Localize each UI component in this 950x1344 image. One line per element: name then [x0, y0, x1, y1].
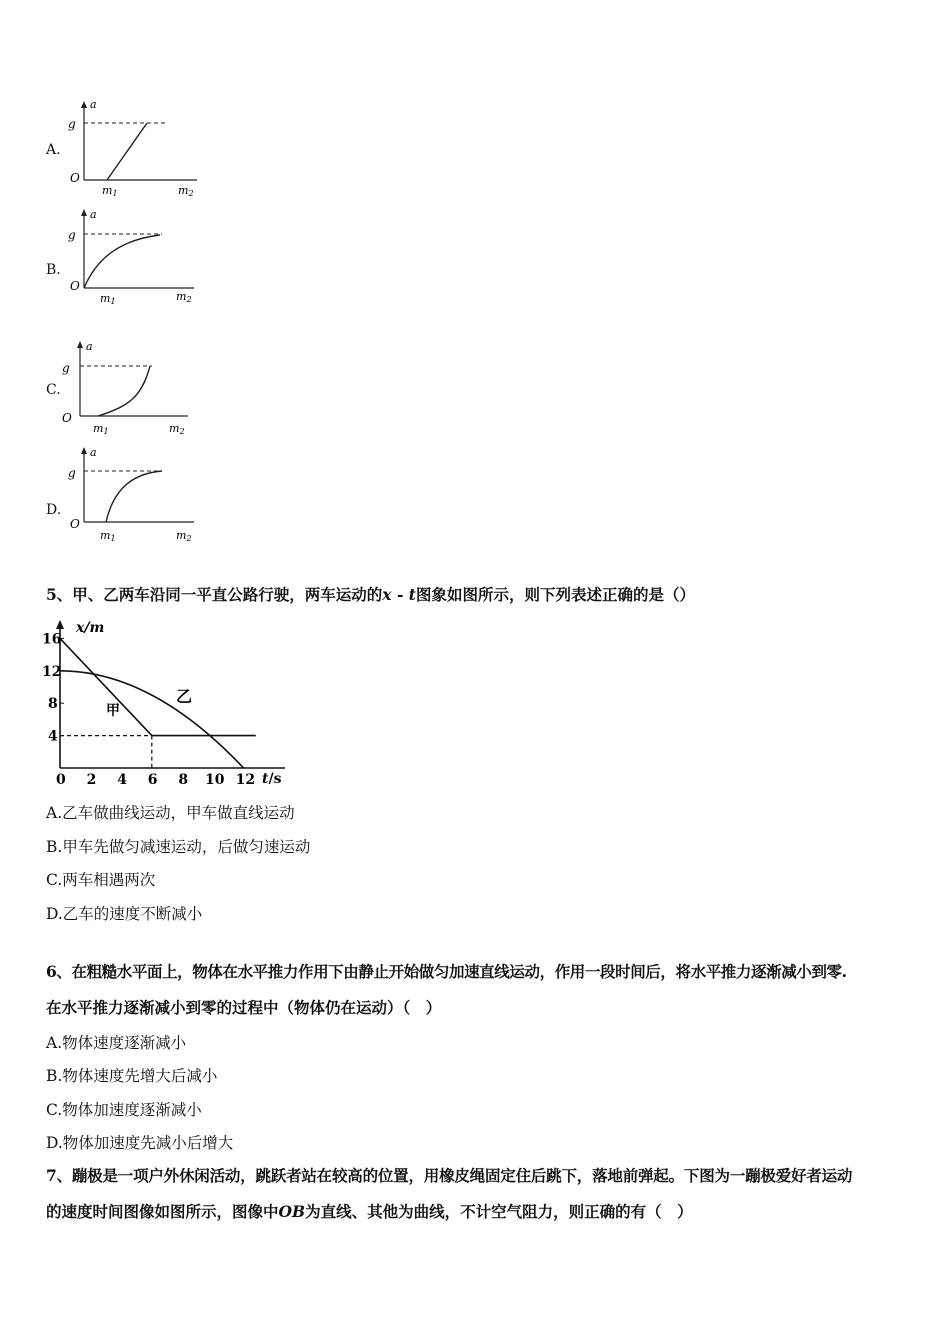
curve: [107, 123, 147, 180]
m2-label: m2: [176, 290, 192, 304]
g-label: g: [68, 466, 76, 480]
curve: [106, 471, 162, 522]
xt-x-tick-labels: [56, 772, 255, 788]
q5-dash: -: [391, 585, 409, 604]
y-tick-label: 12: [42, 663, 62, 680]
q7-stem-line1: 7、蹦极是一项户外休闲活动，跳跃者站在较高的位置，用橡皮绳固定住后跳下，落地前弹起。下图为一蹦极爱好者运动: [46, 1166, 853, 1185]
xt-y-arrow-icon: [56, 620, 64, 629]
a-label: a: [86, 340, 93, 353]
xt-chart: [40, 618, 290, 790]
m2-label: m2: [178, 184, 194, 196]
y-axis-arrow-icon: [77, 341, 83, 348]
x-tick-label: 0: [56, 772, 66, 788]
q6-option-c[interactable]: C.物体加速度逐渐减小: [46, 1101, 202, 1119]
graph-a: [62, 96, 202, 196]
xt-y-axis-label: x/m: [76, 620, 105, 636]
a-label: a: [90, 98, 97, 111]
m1-label: m1: [100, 292, 116, 304]
y-tick-label: 8: [48, 696, 58, 713]
xt-x-axis-label: t/s: [262, 771, 282, 787]
q6-option-a[interactable]: A.物体速度逐渐减小: [46, 1034, 187, 1052]
a-label: a: [90, 208, 97, 221]
q7-line2-after: 为直线、其他为曲线，不计空气阻力，则正确的有（ ）: [305, 1202, 693, 1221]
option-a-label: A.: [46, 142, 61, 158]
q5-var-t: t: [408, 585, 416, 604]
q6-option-b[interactable]: B.物体速度先增大后减小: [46, 1067, 218, 1085]
graph-d: [62, 444, 202, 544]
g-label: g: [68, 117, 76, 131]
m2-label: m2: [169, 422, 185, 436]
q6-stem-line2: 在水平推力逐渐减小到零的过程中（物体仍在运动）（ ）: [46, 998, 442, 1017]
option-c-label: C.: [46, 382, 61, 398]
g-label: g: [68, 228, 76, 242]
a-label: a: [90, 446, 97, 459]
y-axis-arrow-icon: [81, 447, 87, 454]
g-label: g: [62, 361, 70, 375]
x-tick-label: 8: [178, 772, 189, 788]
q5-option-d[interactable]: D.乙车的速度不断减小: [46, 905, 203, 923]
x-tick-label: 10: [205, 772, 225, 788]
m2-label: m2: [176, 529, 192, 543]
q5-option-b[interactable]: B.甲车先做匀减速运动，后做匀速运动: [46, 838, 311, 856]
label-yi: 乙: [176, 687, 193, 706]
origin-label: O: [70, 279, 80, 293]
x-tick-label: 6: [147, 772, 158, 788]
q5-stem: [46, 583, 695, 605]
q5-stem-after: 图象如图所示，则下列表述正确的是（）: [415, 585, 695, 604]
origin-label: O: [70, 171, 80, 185]
q5-option-a[interactable]: A.乙车做曲线运动，甲车做直线运动: [46, 804, 295, 822]
series-jia-line: [60, 638, 256, 735]
y-axis-arrow-icon: [81, 209, 87, 216]
y-tick-label: 4: [48, 728, 58, 745]
q7-line2-before: 的速度时间图像如图所示，图像中: [46, 1202, 279, 1221]
y-tick-label: 16: [42, 631, 62, 648]
q7-stem-line2: [46, 1200, 693, 1222]
option-b-label: B.: [46, 262, 61, 278]
graph-c: [58, 338, 198, 438]
x-tick-label: 4: [117, 772, 127, 788]
curve: [84, 235, 160, 288]
q6-stem-line1: 6、在粗糙水平面上，物体在水平推力作用下由静止开始做匀加速直线运动，作用一段时间后，将水平推力逐渐减小到零.: [46, 962, 847, 981]
graph-b: [62, 204, 202, 304]
y-axis-arrow-icon: [81, 101, 87, 108]
option-d-label: D.: [46, 502, 62, 518]
x-tick-label: 2: [86, 772, 97, 788]
q5-stem-before: 5、甲、乙两车沿同一平直公路行驶，两车运动的: [46, 585, 383, 604]
m1-label: m1: [93, 422, 109, 436]
origin-label: O: [70, 517, 80, 531]
curve: [98, 366, 150, 416]
q6-option-d[interactable]: D.物体加速度先减小后增大: [46, 1134, 234, 1152]
xt-y-tick-labels: [42, 631, 61, 744]
q5-option-c[interactable]: C.两车相遇两次: [46, 871, 156, 889]
m1-label: m1: [102, 184, 118, 196]
m1-label: m1: [100, 529, 116, 543]
q5-var-x: x: [382, 585, 392, 604]
label-jia: 甲: [106, 703, 120, 719]
origin-label: O: [62, 411, 72, 425]
x-tick-label: 12: [235, 772, 256, 788]
q7-var-ob: OB: [278, 1202, 306, 1221]
